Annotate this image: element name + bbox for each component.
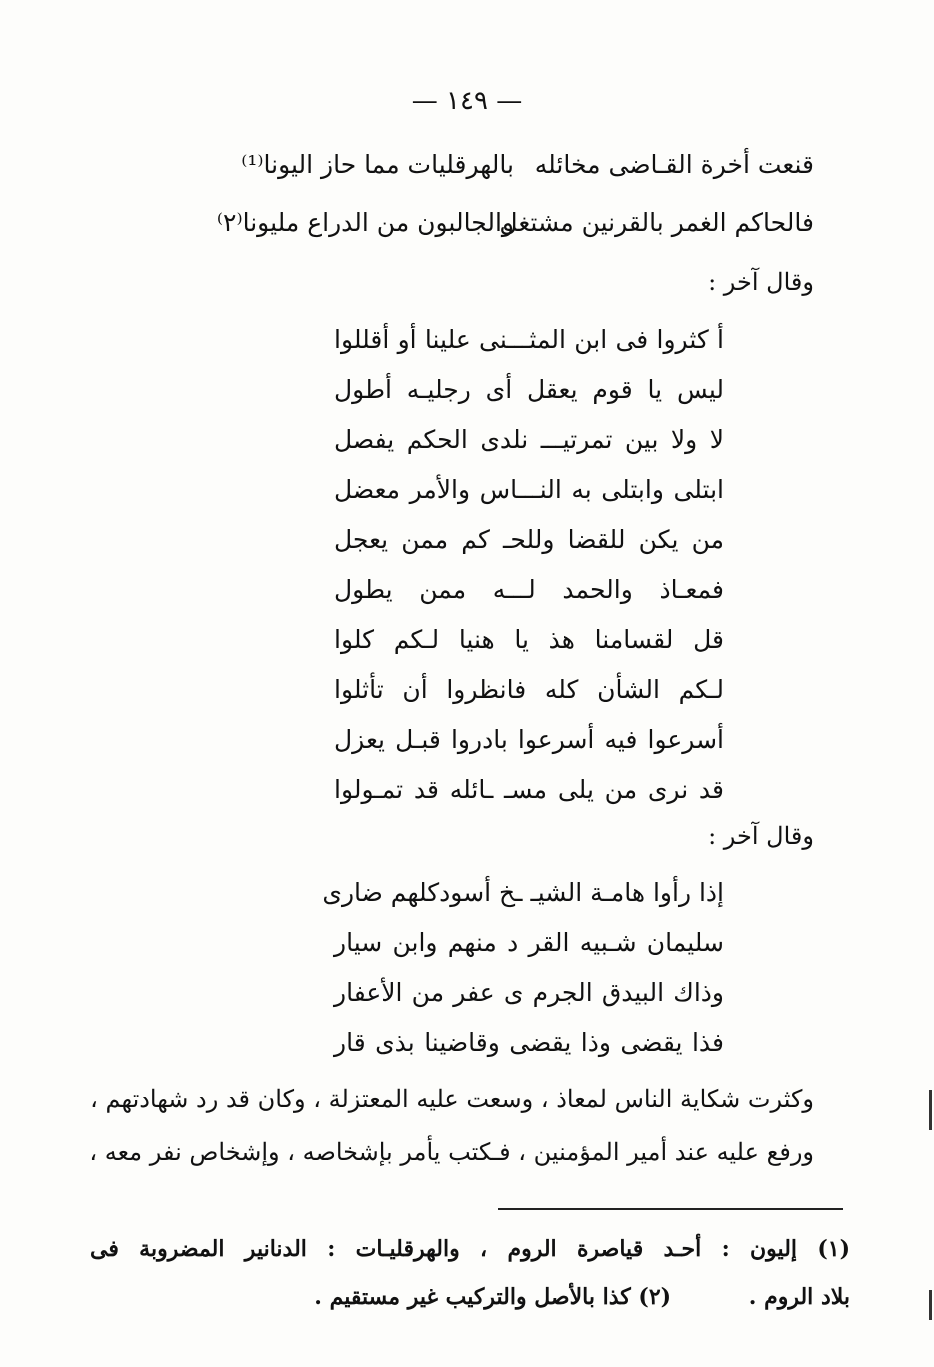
couplet-2-second-hemistich: والجالبون من الدراع مليونا⁽٢⁾ bbox=[216, 208, 514, 237]
poem-1-verse: قل لقسامنا هذ يا هنيا لـكم كلوا bbox=[334, 625, 724, 654]
poem-1-verse: أسرعوا فيه أسرعوا بادروا قبـل يعزل bbox=[334, 725, 724, 754]
footnote-2: (٢) كذا بالأصل والتركيب غير مستقيم . bbox=[314, 1284, 672, 1310]
prose-line-2: ورفع عليه عند أمير المؤمنين ، فـكتب يأمر بإشخاصه ، وإشخاص نفر معه ، bbox=[89, 1138, 814, 1166]
couplet-2 bbox=[0, 208, 934, 248]
poem-1-verse: فمعـاذ والحمد لـــه ممن يطول bbox=[334, 575, 724, 604]
poem-2-verse: إذا رأوا هامـة الشيـ ـخ أسودكلهم ضارى bbox=[322, 878, 724, 907]
poem-2-verse: وذاك البيدق الجرم ى عفر من الأعفار bbox=[334, 978, 724, 1007]
footnote-2-line bbox=[90, 1284, 850, 1310]
couplet-1-first-hemistich: قنعت أخرة القـاضى مخائله bbox=[534, 150, 814, 179]
poem-1-verse: من يكن للقضا وللحـ كم ممن يعجل bbox=[334, 525, 724, 554]
poem-1-verse: أ كثروا فى ابن المثـــنى علينا أو أقللوا bbox=[334, 325, 724, 354]
scan-edge-mark bbox=[929, 1090, 932, 1130]
poem-1-verse: لـكم الشأن كله فانظروا أن تأثلوا bbox=[334, 675, 724, 704]
poem-1 bbox=[334, 315, 724, 815]
poem-1-verse: ليس يا قوم يعقل أى رجليـه أطول bbox=[334, 375, 724, 404]
footnote-divider bbox=[498, 1208, 843, 1210]
poem-1-verse: قد نرى من يلى مسـ ـائله قد تمـولوا bbox=[334, 775, 724, 804]
poem-2 bbox=[322, 868, 724, 1068]
intro-another-said-1: وقال آخر : bbox=[708, 268, 814, 296]
scan-edge-mark bbox=[929, 1290, 932, 1320]
footnote-1-continuation: بلاد الروم . bbox=[748, 1284, 850, 1310]
poem-1-verse: لا ولا بين تمرتيـــ نلدى الحكم يفصل bbox=[334, 425, 724, 454]
couplet-1-second-hemistich: بالهرقليات مما حاز اليونا⁽¹⁾ bbox=[241, 150, 514, 179]
couplet-1 bbox=[0, 150, 934, 190]
poem-2-verse: فذا يقضى وذا يقضى وقاضينا بذى قار bbox=[334, 1028, 724, 1057]
poem-1-verse: ابتلى وابتلى به النـــاس والأمر معضل bbox=[334, 475, 724, 504]
footnote-1: (١) إليون : أحـد قياصرة الروم ، والهرقليـات : الدنانير المضروبة فى bbox=[90, 1236, 850, 1262]
prose-line-1: وكثرت شكاية الناس لمعاذ ، وسعت عليه المعتزلة ، وكان قد رد شهادتهم ، bbox=[90, 1085, 814, 1113]
intro-another-said-2: وقال آخر : bbox=[708, 822, 814, 850]
couplet-2-first-hemistich: فالحاكم الغمر بالقرنين مشتغل bbox=[499, 208, 814, 237]
poem-2-verse: سليمان شـبيه القر د منهم وابن سيار bbox=[334, 928, 724, 957]
page-number: — ١٤٩ — bbox=[411, 86, 523, 116]
